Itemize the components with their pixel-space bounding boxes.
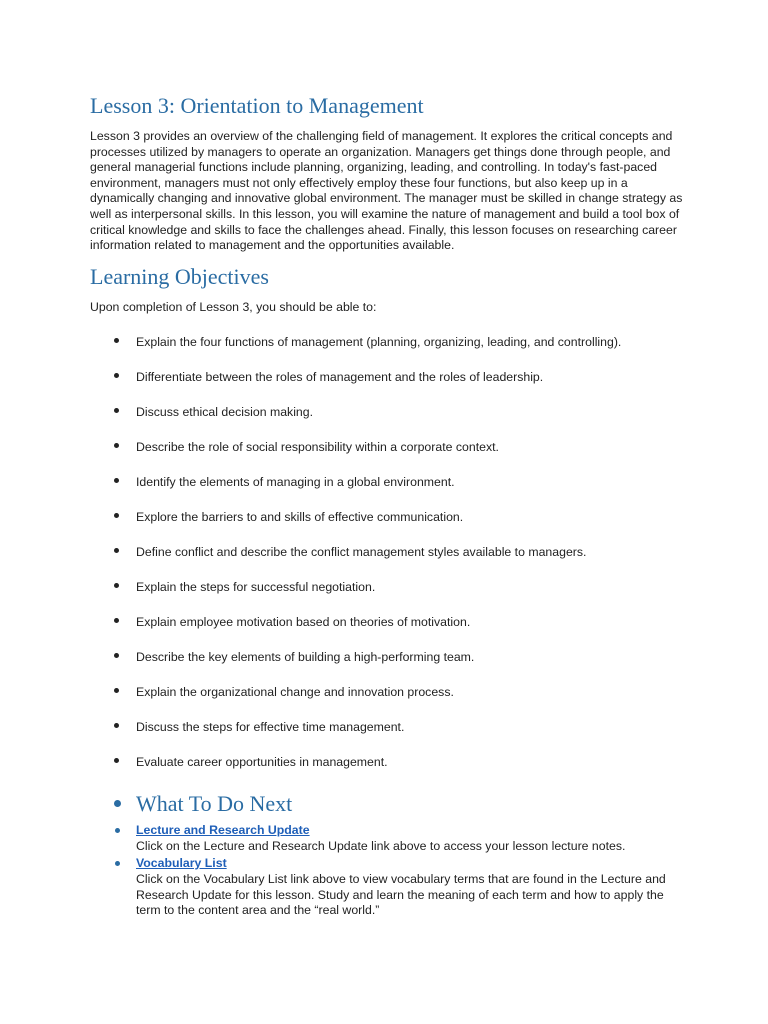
objective-item <box>90 545 690 563</box>
objective-item <box>90 755 690 773</box>
objective-item <box>90 440 690 458</box>
bullet-icon <box>114 478 119 483</box>
objective-text: Define conflict and describe the conflict management styles available to managers. <box>136 545 587 559</box>
objective-text: Differentiate between the roles of management and the roles of leadership. <box>136 370 544 384</box>
objective-text: Explain the organizational change and innovation process. <box>136 685 454 699</box>
bullet-icon <box>114 548 119 553</box>
bullet-icon <box>115 828 120 833</box>
next-item-description: Click on the Lecture and Research Update link above to access your lesson lecture notes. <box>136 839 626 853</box>
bullet-icon <box>114 688 119 693</box>
objective-text: Explain employee motivation based on theories of motivation. <box>136 615 471 629</box>
next-heading-text: What To Do Next <box>136 791 293 816</box>
bullet-icon <box>115 861 120 866</box>
objective-text: Evaluate career opportunities in management. <box>136 755 388 769</box>
bullet-icon <box>114 618 119 623</box>
bullet-icon <box>114 338 119 343</box>
objective-item <box>90 580 690 598</box>
bullet-icon <box>114 653 119 658</box>
next-item-description: Click on the Vocabulary List link above to view vocabulary terms that are found in the Lecture and Research Update for this lesson. Study and learn the meaning of each term and how to apply the term to the content area and the “real world.” <box>136 872 666 918</box>
objective-item <box>90 335 690 353</box>
objective-text: Explore the barriers to and skills of effective communication. <box>136 510 464 524</box>
objective-text: Discuss the steps for effective time management. <box>136 720 405 734</box>
objective-item <box>90 650 690 668</box>
objectives-lead: Upon completion of Lesson 3, you should be able to: <box>90 300 377 314</box>
intro-paragraph: Lesson 3 provides an overview of the challenging field of management. It explores the critical concepts and processes utilized by managers to operate an organization. Managers get things done through people, and general managerial functions include planning, organizing, leading, and controlling. In today's fast-paced environment, managers must not only effectively employ these four functions, but also keep up in a dynamically changing and innovative global environment. The manager must be skilled in change strategy as well as interpersonal skills. In this lesson, you will examine the nature of management and build a tool box of critical knowledge and skills to face the challenges ahead. Finally, this lesson focuses on researching career information related to management and the opportunities available. <box>90 129 683 253</box>
page-title: Lesson 3: Orientation to Management <box>90 93 424 118</box>
objectives-heading: Learning Objectives <box>90 264 269 289</box>
bullet-icon <box>114 443 119 448</box>
objective-item <box>90 405 690 423</box>
objective-item <box>90 685 690 703</box>
bullet-icon <box>114 408 119 413</box>
objective-item <box>90 510 690 528</box>
objective-item <box>90 475 690 493</box>
bullet-icon <box>114 583 119 588</box>
objective-item <box>90 615 690 633</box>
objective-text: Describe the key elements of building a high-performing team. <box>136 650 475 664</box>
bullet-icon <box>114 723 119 728</box>
vocabulary-list-link[interactable]: Vocabulary List <box>136 856 227 870</box>
objective-text: Explain the steps for successful negotiation. <box>136 580 376 594</box>
objective-text: Discuss ethical decision making. <box>136 405 314 419</box>
bullet-icon <box>114 373 119 378</box>
bullet-icon <box>114 513 119 518</box>
objective-text: Describe the role of social responsibility within a corporate context. <box>136 440 499 454</box>
objective-text: Explain the four functions of management (planning, organizing, leading, and controlling). <box>136 335 622 349</box>
what-to-do-next-heading <box>90 791 690 819</box>
lecture-research-link[interactable]: Lecture and Research Update <box>136 823 310 837</box>
bullet-icon <box>114 800 121 807</box>
bullet-icon <box>114 758 119 763</box>
objective-item <box>90 370 690 388</box>
objective-item <box>90 720 690 738</box>
objective-text: Identify the elements of managing in a global environment. <box>136 475 455 489</box>
